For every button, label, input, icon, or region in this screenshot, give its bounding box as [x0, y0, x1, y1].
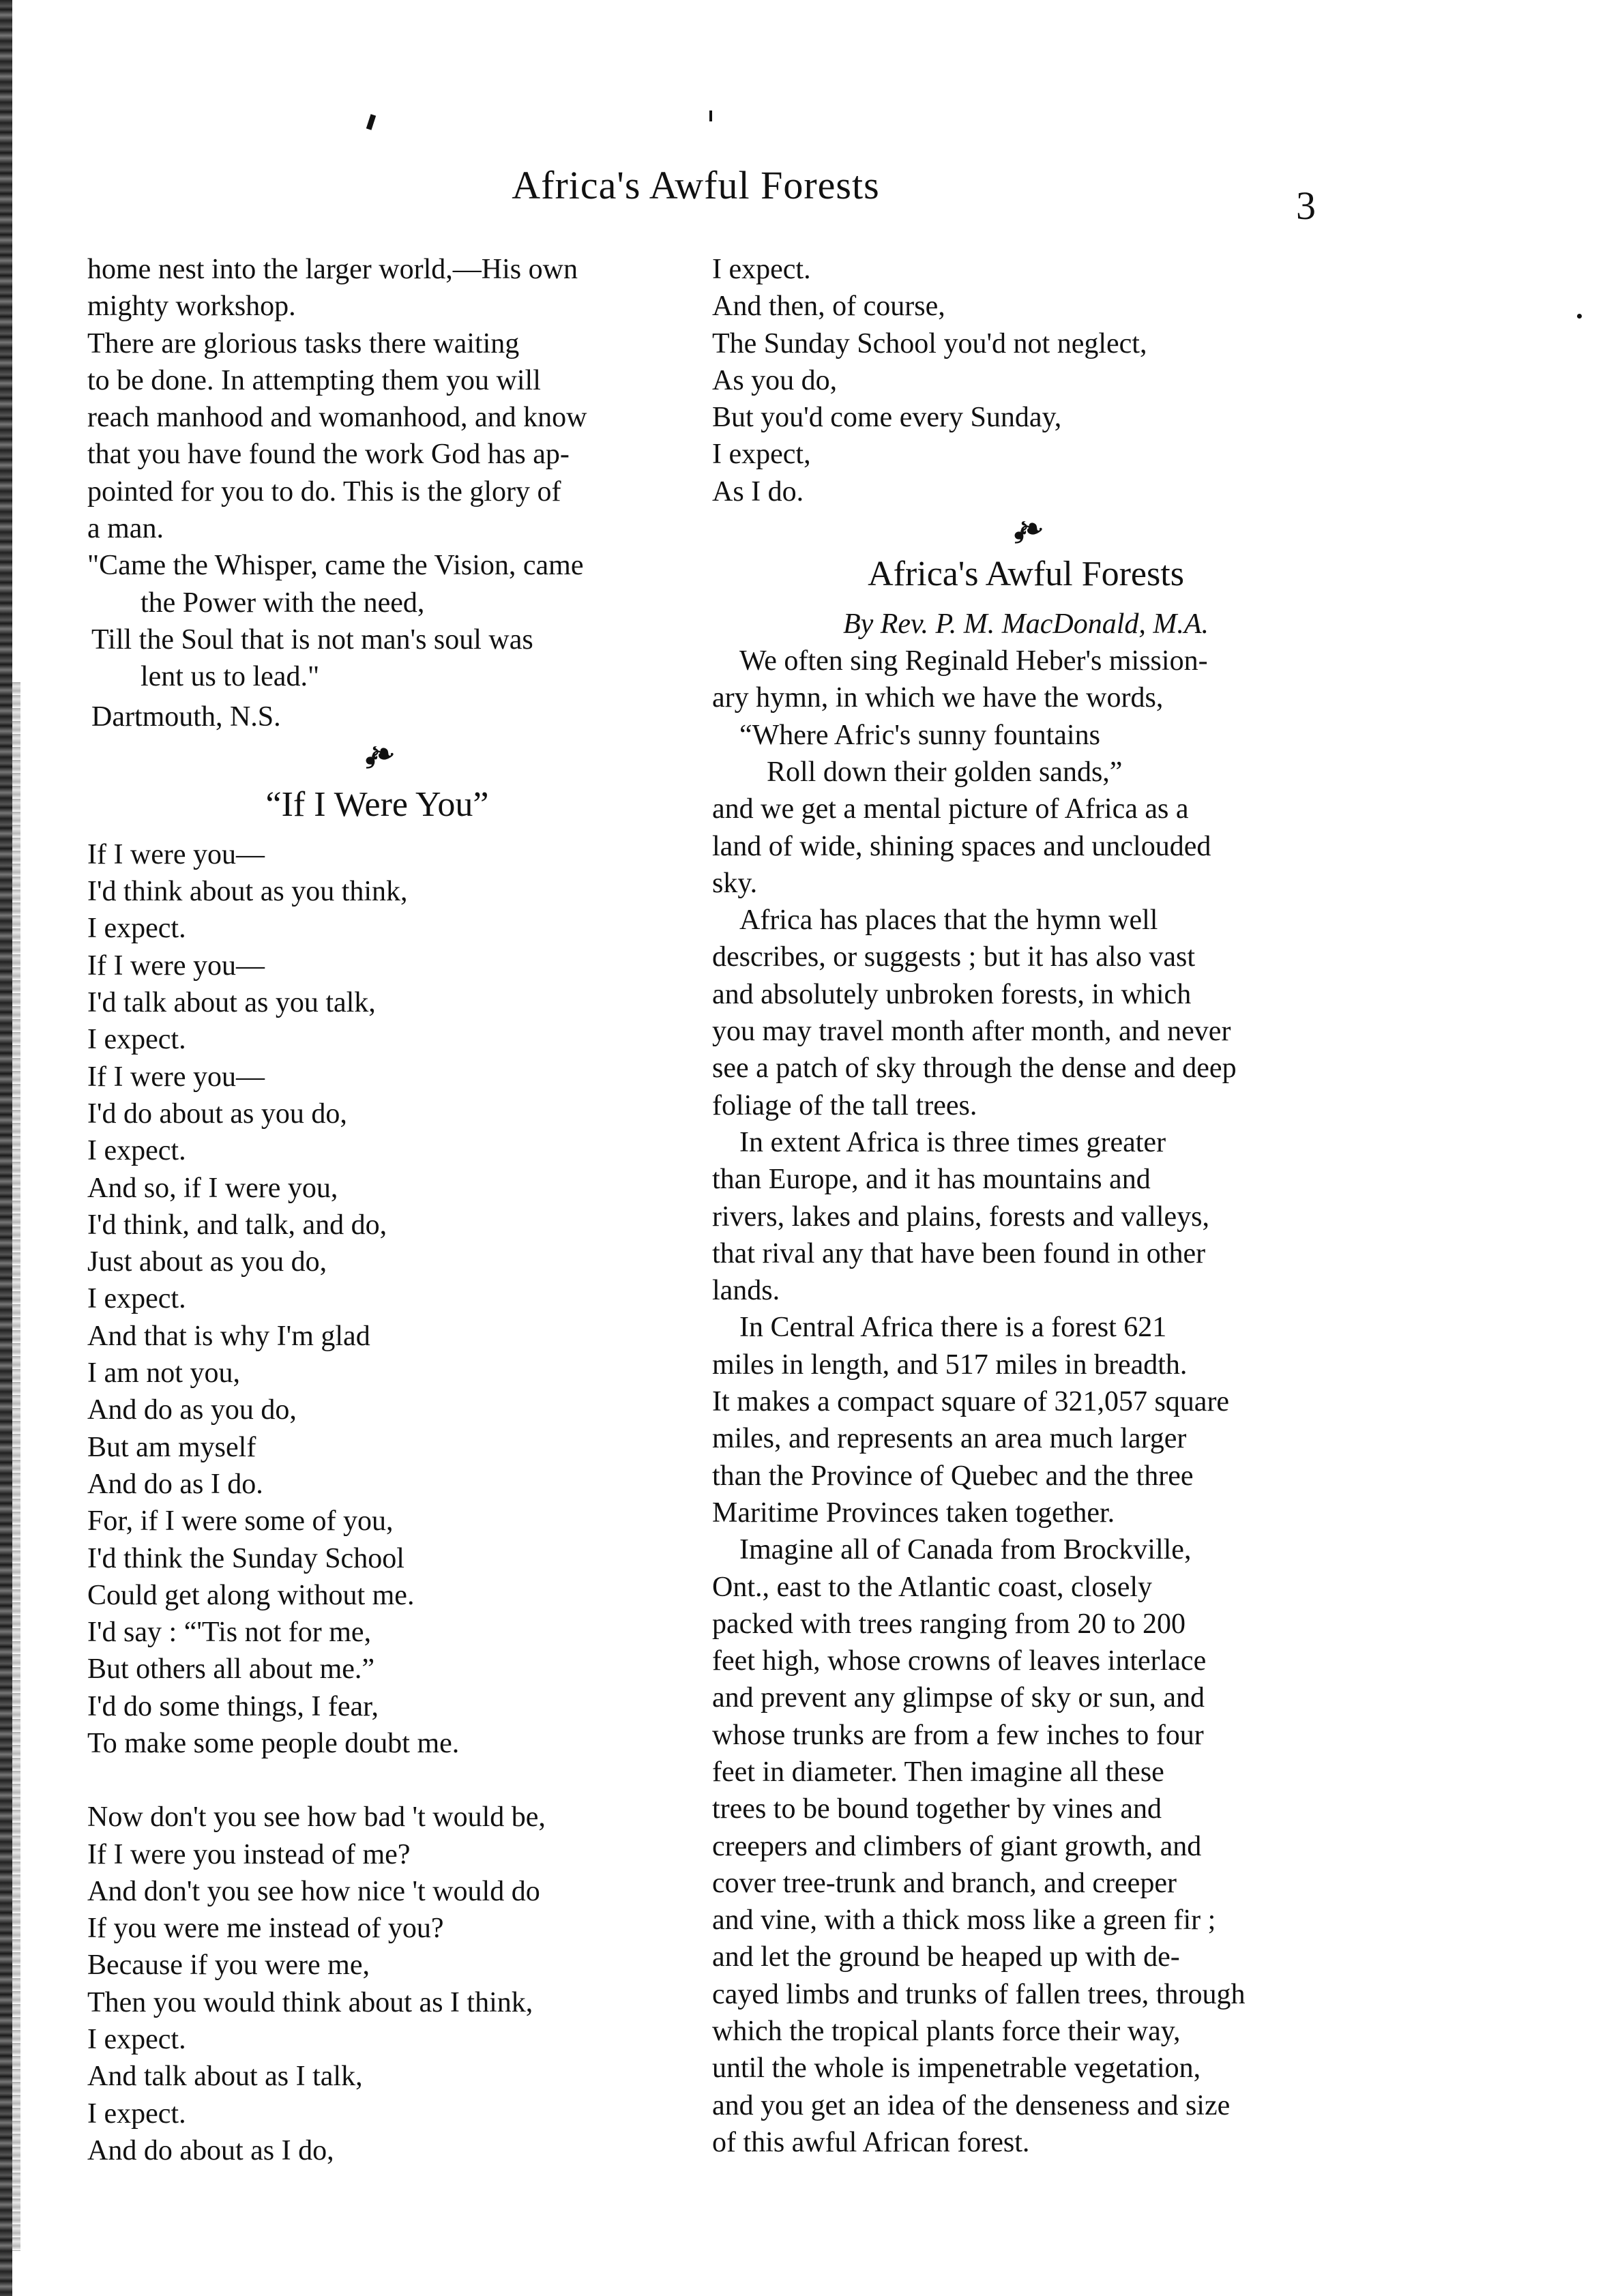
verse-line: I expect.	[87, 2098, 186, 2130]
verse-line: As I do.	[712, 475, 804, 507]
hymn-line: “Where Afric's sunny fountains	[739, 719, 1100, 751]
article-paragraph	[712, 1124, 1340, 1309]
verse-line: If you were me instead of you?	[87, 1913, 444, 1945]
text-line: cayed limbs and trunks of fallen trees, through	[712, 1978, 1246, 2010]
page-number: 3	[1296, 183, 1316, 228]
poem-title: “If I Were You”	[265, 784, 489, 824]
running-title: Africa's Awful Forests	[512, 163, 880, 207]
verse-line: To make some people doubt me.	[87, 1727, 460, 1759]
verse-line: I'd think the Sunday School	[87, 1542, 404, 1574]
text-line: Ont., east to the Atlantic coast, closely	[712, 1571, 1153, 1603]
text-line: see a patch of sky through the dense and deep	[712, 1053, 1237, 1085]
text-line: than Europe, and it has mountains and	[712, 1164, 1151, 1196]
text-line: than the Province of Quebec and the three	[712, 1460, 1194, 1492]
verse-line: I expect.	[87, 1283, 186, 1315]
verse-line: Could get along without me.	[87, 1579, 415, 1611]
article-paragraph	[712, 1309, 1340, 1531]
quote-line: the Power with the need,	[141, 587, 425, 619]
article-byline: By Rev. P. M. MacDonald, M.A.	[842, 608, 1209, 641]
verse-line: I expect,	[712, 439, 811, 471]
text-line: reach manhood and womanhood, and know	[87, 402, 587, 434]
text-line: which the tropical plants force their way,	[712, 2016, 1181, 2048]
verse-line: And don't you see how nice 't would do	[87, 1875, 540, 1907]
verse-line: I'd talk about as you talk,	[87, 987, 376, 1019]
verse-line: And that is why I'm glad	[87, 1320, 370, 1352]
text-line: sky.	[712, 867, 758, 899]
text-line: lands.	[712, 1275, 780, 1307]
article-paragraph	[712, 902, 1340, 1124]
verse-line: If I were you—	[87, 950, 265, 982]
print-speck	[709, 111, 712, 121]
text-line: land of wide, shining spaces and unclouded	[712, 830, 1211, 862]
text-line: until the whole is impenetrable vegetation,	[712, 2052, 1201, 2085]
verse-line: For, if I were some of you,	[87, 1505, 394, 1537]
text-line: and prevent any glimpse of sky or sun, and	[712, 1682, 1205, 1714]
text-line: feet in diameter. Then imagine all these	[712, 1756, 1164, 1788]
text-line: and let the ground be heaped up with de-	[712, 1941, 1180, 1973]
print-speck	[1577, 314, 1582, 319]
text-line: trees to be bound together by vines and	[712, 1793, 1162, 1825]
text-line: pointed for you to do. This is the glory of	[87, 475, 561, 507]
section-ornament: ❟❧	[1014, 513, 1038, 544]
text-line: and vine, with a thick moss like a green fir ;	[712, 1904, 1216, 1937]
poem	[87, 836, 667, 2169]
intro-paragraph	[87, 251, 667, 325]
verse-line: I'd do about as you do,	[87, 1098, 347, 1130]
text-line: packed with trees ranging from 20 to 200	[712, 1608, 1186, 1640]
verse-line: Now don't you see how bad 't would be,	[87, 1801, 546, 1834]
quote-line: "Came the Whisper, came the Vision, came	[87, 550, 584, 582]
text-line: It makes a compact square of 321,057 square	[712, 1386, 1230, 1418]
article-title: Africa's Awful Forests	[868, 555, 1184, 594]
print-speck	[366, 114, 376, 130]
verse-line: But you'd come every Sunday,	[712, 402, 1062, 434]
verse-line: And talk about as I talk,	[87, 2061, 363, 2093]
verse-line: Then you would think about as I think,	[87, 1986, 533, 2018]
page-binding-edge	[0, 0, 12, 2296]
verse-line: I expect.	[712, 254, 811, 285]
verse-line: I expect.	[87, 2024, 186, 2056]
verse-line: But others all about me.”	[87, 1653, 375, 1686]
text-line: and you get an idea of the denseness and size	[712, 2089, 1231, 2121]
text-line: that rival any that have been found in other	[712, 1237, 1206, 1269]
text-line: you may travel month after month, and never	[712, 1016, 1231, 1048]
verse-line: I'd think, and talk, and do,	[87, 1209, 387, 1241]
text-line: mighty workshop.	[87, 291, 296, 323]
verse-line: And then, of course,	[712, 291, 945, 323]
text-line: cover tree-trunk and branch, and creeper	[712, 1867, 1177, 1899]
verse-line: If I were you instead of me?	[87, 1838, 411, 1870]
left-column	[87, 251, 667, 2169]
text-line: rivers, lakes and plains, forests and valleys,	[712, 1201, 1209, 1233]
glory-paragraph	[87, 325, 667, 548]
article-paragraph	[712, 643, 1340, 902]
text-line: that you have found the work God has ap-	[87, 439, 570, 471]
verse-line: I'd think about as you think,	[87, 876, 408, 908]
text-line: Imagine all of Canada from Brockville,	[739, 1534, 1192, 1566]
verse-line: Just about as you do,	[87, 1246, 327, 1278]
page-binding-shadow	[12, 682, 20, 2251]
verse-line: The Sunday School you'd not neglect,	[712, 327, 1147, 359]
text-line: There are glorious tasks there waiting	[87, 327, 520, 359]
verse-line: But am myself	[87, 1431, 256, 1463]
text-line: and we get a mental picture of Africa as a	[712, 793, 1189, 825]
verse-line: If I were you—	[87, 838, 265, 870]
text-line: Africa has places that the hymn well	[739, 904, 1158, 937]
stanza-gap	[87, 1762, 667, 1799]
right-column	[712, 251, 1340, 2161]
text-line: feet high, whose crowns of leaves interlace	[712, 1645, 1207, 1677]
text-line: describes, or suggests ; but it has also vast	[712, 941, 1196, 973]
quotation	[87, 547, 667, 695]
text-line: home nest into the larger world,—His own	[87, 254, 578, 285]
verse-line: I expect.	[87, 1135, 186, 1167]
text-line: whose trunks are from a few inches to four	[712, 1719, 1204, 1751]
section-ornament: ❟❧	[365, 737, 389, 769]
verse-line: If I were you—	[87, 1061, 265, 1093]
text-line: In Central Africa there is a forest 621	[739, 1312, 1167, 1344]
verse-line: And do as you do,	[87, 1394, 297, 1426]
verse-line: I expect.	[87, 913, 186, 945]
text-line: creepers and climbers of giant growth, and	[712, 1830, 1202, 1862]
text-line: miles, and represents an area much larger	[712, 1423, 1187, 1455]
text-line: We often sing Reginald Heber's mission-	[739, 645, 1208, 677]
text-line: Maritime Provinces taken together.	[712, 1497, 1115, 1529]
poem-continuation	[712, 251, 1340, 510]
verse-line: And do as I do.	[87, 1468, 263, 1500]
text-line: In extent Africa is three times greater	[739, 1126, 1166, 1158]
verse-line: I am not you,	[87, 1357, 240, 1389]
hymn-line: Roll down their golden sands,”	[767, 756, 1123, 788]
article-paragraph	[712, 1531, 1340, 2161]
signoff: Dartmouth, N.S.	[91, 701, 281, 733]
verse-line: I expect.	[87, 1024, 186, 1056]
text-line: to be done. In attempting them you will	[87, 364, 541, 396]
quote-line: Till the Soul that is not man's soul was	[91, 623, 533, 656]
verse-line: I'd say : “'Tis not for me,	[87, 1617, 372, 1649]
text-line: and absolutely unbroken forests, in which	[712, 978, 1192, 1010]
text-line: foliage of the tall trees.	[712, 1089, 977, 1121]
text-line: ary hymn, in which we have the words,	[712, 682, 1164, 714]
text-line: a man.	[87, 513, 164, 545]
verse-line: And so, if I were you,	[87, 1172, 338, 1204]
verse-line: I'd do some things, I fear,	[87, 1690, 379, 1722]
quote-line: lent us to lead."	[141, 661, 320, 693]
text-line: of this awful African forest.	[712, 2126, 1030, 2158]
text-line: miles in length, and 517 miles in breadth.	[712, 1349, 1188, 1381]
verse-line: As you do,	[712, 364, 838, 396]
verse-line: Because if you were me,	[87, 1949, 370, 1982]
verse-line: And do about as I do,	[87, 2134, 334, 2166]
